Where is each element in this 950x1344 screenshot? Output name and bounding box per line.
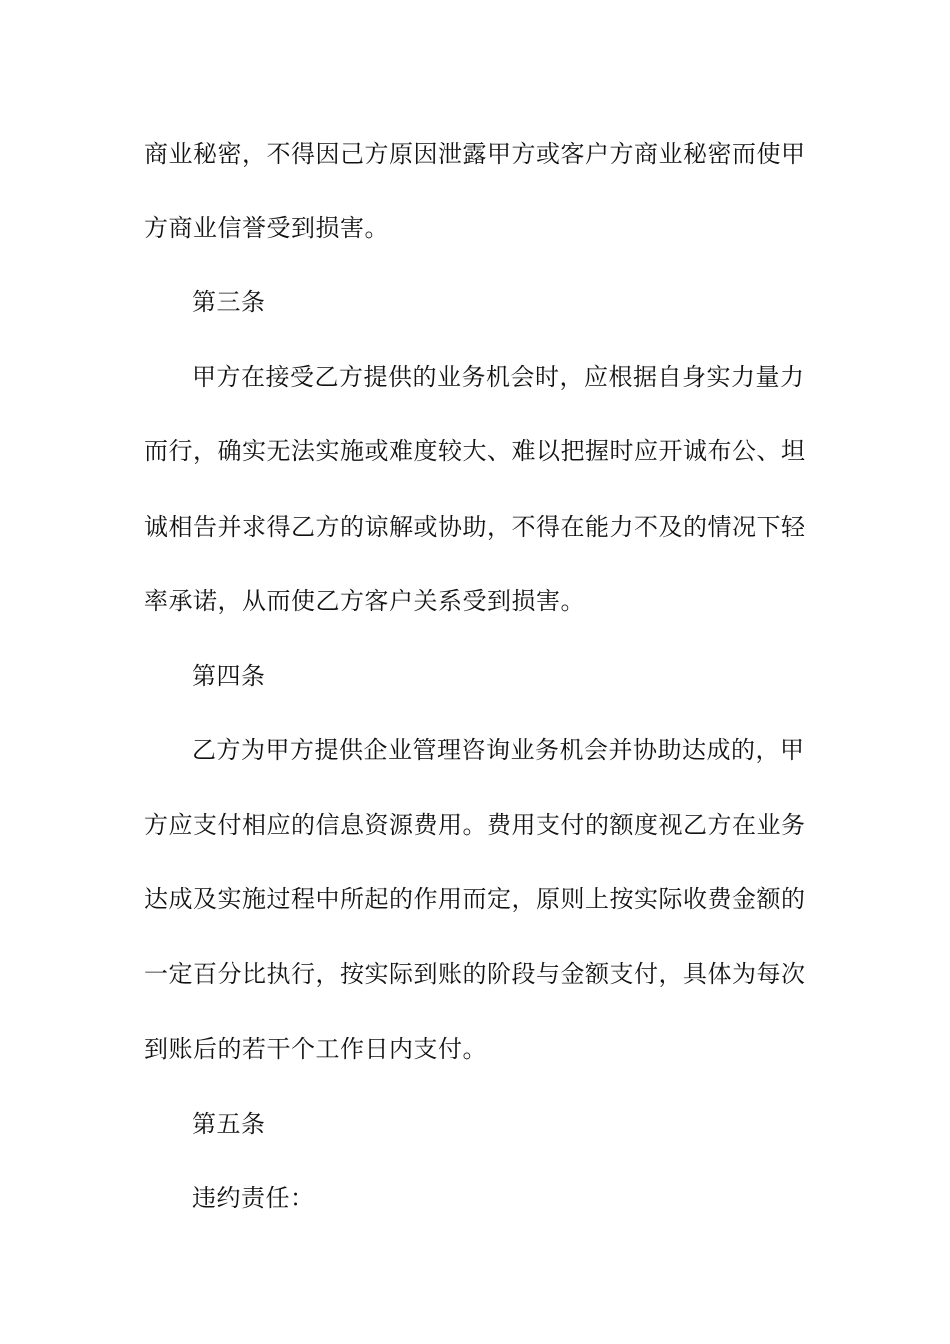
text-line: 方应支付相应的信息资源费用。费用支付的额度视乙方在业务: [144, 811, 806, 839]
paragraph-first-line: 乙方为甲方提供企业管理咨询业务机会并协助达成的，甲: [192, 736, 805, 764]
paragraph-first-line: 甲方在接受乙方提供的业务机会时，应根据自身实力量力: [192, 363, 805, 391]
text-line: 诚相告并求得乙方的谅解或协助，不得在能力不及的情况下轻: [144, 513, 806, 541]
text-line: 方商业信誉受到损害。: [144, 214, 389, 242]
text-line: 而行，确实无法实施或难度较大、难以把握时应开诚布公、坦: [144, 437, 806, 465]
text-line: 到账后的若干个工作日内支付。: [144, 1035, 487, 1063]
text-line: 商业秘密，不得因己方原因泄露甲方或客户方商业秘密而使甲: [144, 140, 806, 168]
paragraph-first-line: 违约责任：: [192, 1184, 315, 1212]
article-heading: 第四条: [192, 662, 266, 690]
article-heading: 第三条: [192, 288, 266, 316]
text-line: 率承诺，从而使乙方客户关系受到损害。: [144, 587, 585, 615]
text-line: 达成及实施过程中所起的作用而定，原则上按实际收费金额的: [144, 885, 806, 913]
article-heading: 第五条: [192, 1110, 266, 1138]
text-line: 一定百分比执行，按实际到账的阶段与金额支付，具体为每次: [144, 960, 806, 988]
